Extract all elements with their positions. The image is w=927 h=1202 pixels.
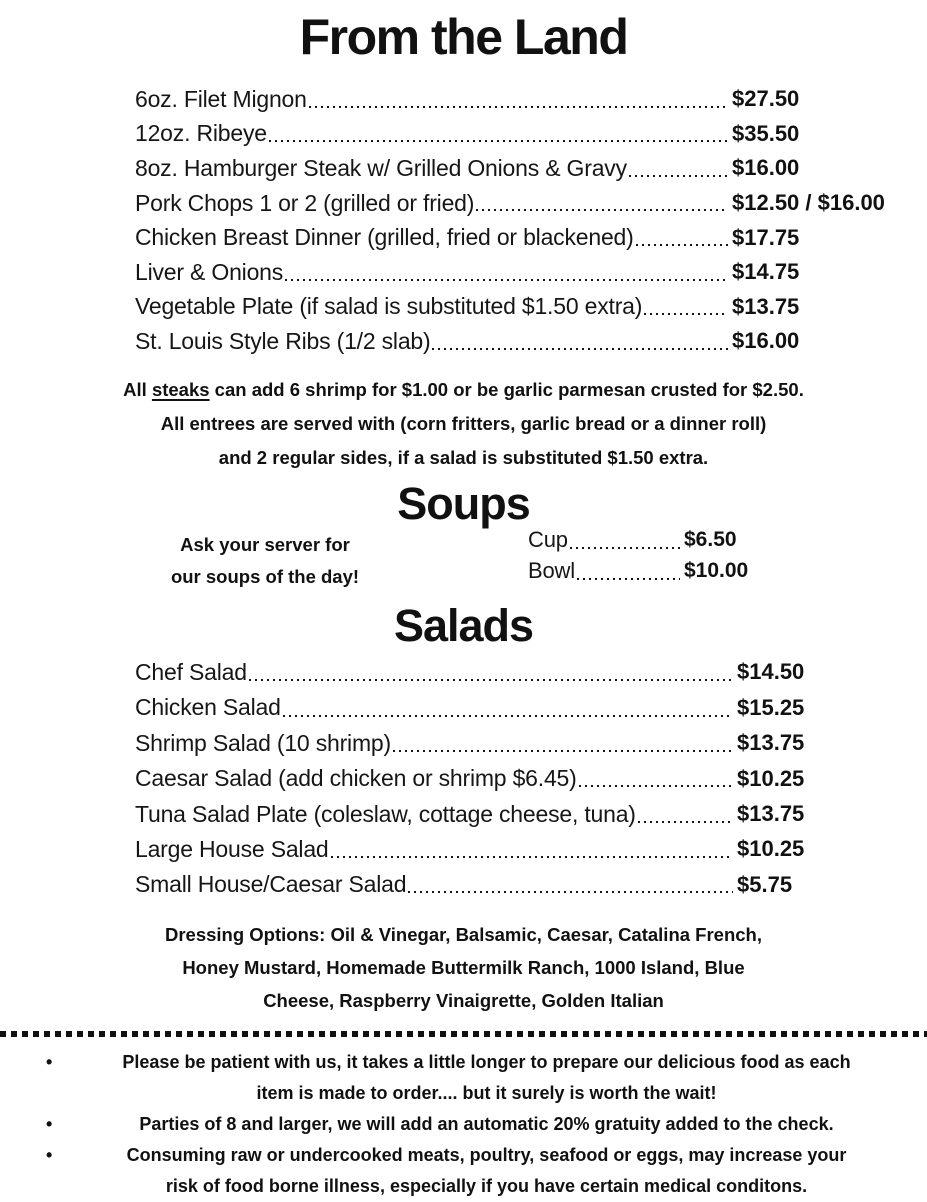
dressing-line-2: Honey Mustard, Homemade Buttermilk Ranch, 1000 Island, Blue bbox=[182, 957, 745, 979]
dot-leader bbox=[408, 891, 733, 893]
menu-item-row bbox=[528, 525, 760, 556]
item-price: $16.00 bbox=[732, 155, 800, 181]
menu-item-row bbox=[135, 324, 900, 359]
dot-leader bbox=[636, 244, 728, 246]
dot-leader bbox=[285, 279, 728, 281]
item-name: Chef Salad bbox=[135, 658, 247, 685]
section-title-from-the-land: From the Land bbox=[299, 9, 628, 65]
notice-text: Consuming raw or undercooked meats, poultry, seafood or eggs, may increase your risk of food borne illness, especially if you have certain medical conditons. bbox=[126, 1145, 847, 1197]
item-name: Liver & Onions bbox=[135, 258, 284, 285]
salads-item-list bbox=[135, 655, 905, 903]
item-name: Large House Salad bbox=[135, 835, 329, 862]
dot-leader bbox=[249, 679, 733, 681]
land-note-line-3: and 2 regular sides, if a salad is substituted $1.50 extra. bbox=[218, 446, 709, 468]
menu-item-row bbox=[135, 796, 905, 831]
dot-leader bbox=[269, 140, 728, 142]
item-name: Shrimp Salad (10 shrimp) bbox=[135, 729, 391, 756]
item-name: Small House/Caesar Salad bbox=[135, 871, 407, 898]
dot-leader bbox=[577, 578, 680, 580]
item-name: Tuna Salad Plate (coleslaw, cottage cheese, tuna) bbox=[135, 800, 636, 827]
item-price: $27.50 bbox=[732, 86, 800, 112]
soups-content bbox=[135, 525, 927, 593]
notice-gratuity bbox=[34, 1109, 893, 1140]
land-note-line-2: All entrees are served with (corn fritters, garlic bread or a dinner roll) bbox=[160, 412, 767, 434]
footer-notices bbox=[34, 1047, 893, 1202]
land-item-list bbox=[135, 82, 900, 359]
item-price: $6.50 bbox=[684, 528, 737, 552]
item-name: Chicken Salad bbox=[135, 694, 281, 721]
bullet-icon: • bbox=[46, 1052, 53, 1073]
item-name: 8oz. Hamburger Steak w/ Grilled Onions & Gravy bbox=[135, 154, 627, 181]
item-name: Pork Chops 1 or 2 (grilled or fried) bbox=[135, 189, 475, 216]
menu-item-row bbox=[135, 655, 905, 690]
menu-item-row bbox=[528, 556, 760, 587]
dot-leader bbox=[638, 821, 733, 823]
dot-leader bbox=[579, 785, 733, 787]
item-price: $15.25 bbox=[737, 694, 805, 720]
item-price: $14.75 bbox=[732, 259, 800, 285]
menu-item-row bbox=[135, 726, 905, 761]
notice-text: Parties of 8 and larger, we will add an automatic 20% gratuity added to the check. bbox=[139, 1114, 834, 1135]
item-price: $12.50 / $16.00 bbox=[732, 190, 885, 216]
menu-item-row bbox=[135, 832, 905, 867]
soups-note-line-2: our soups of the day! bbox=[170, 565, 360, 587]
land-note-line-1 bbox=[0, 373, 927, 407]
dotted-divider bbox=[0, 1031, 927, 1037]
dot-leader bbox=[432, 348, 728, 350]
dot-leader bbox=[283, 715, 733, 717]
section-title-soups: Soups bbox=[397, 477, 530, 529]
soups-note-line-1: Ask your server for bbox=[180, 533, 350, 555]
menu-item-row bbox=[135, 690, 905, 725]
item-name: Bowl bbox=[528, 558, 575, 584]
menu-item-row bbox=[135, 186, 900, 221]
dot-leader bbox=[476, 209, 728, 211]
item-name: 6oz. Filet Mignon bbox=[135, 85, 307, 112]
item-price: $17.75 bbox=[732, 224, 800, 250]
item-name: Chicken Breast Dinner (grilled, fried or blackened) bbox=[135, 224, 634, 251]
note-underlined-word: steaks bbox=[151, 378, 210, 400]
note-text: All bbox=[123, 378, 152, 400]
menu-item-row bbox=[135, 290, 900, 325]
dot-leader bbox=[393, 750, 733, 752]
menu-item-row bbox=[135, 255, 900, 290]
item-name: Cup bbox=[528, 527, 568, 553]
menu-item-row bbox=[135, 761, 905, 796]
soups-server-note bbox=[135, 525, 395, 593]
menu-item-row bbox=[135, 151, 900, 186]
menu-item-row bbox=[135, 117, 900, 152]
dressing-line-3: Cheese, Raspberry Vinaigrette, Golden Italian bbox=[263, 990, 664, 1012]
menu-item-row bbox=[135, 867, 905, 902]
notice-health-warning bbox=[34, 1140, 893, 1202]
note-text: can add 6 shrimp for $1.00 or be garlic parmesan crusted for $2.50. bbox=[209, 378, 804, 400]
notice-text: Please be patient with us, it takes a little longer to prepare our delicious food as each item is made to order.... but it surely is worth the wait! bbox=[122, 1052, 851, 1104]
item-price: $5.75 bbox=[737, 871, 793, 897]
item-price: $13.75 bbox=[737, 801, 805, 826]
dressing-options-note bbox=[0, 918, 927, 1017]
land-notes bbox=[0, 373, 927, 475]
dot-leader bbox=[570, 547, 680, 549]
menu-item-row bbox=[135, 220, 900, 255]
item-price: $10.00 bbox=[684, 559, 749, 583]
item-name: Vegetable Plate (if salad is substituted $1.50 extra) bbox=[135, 293, 643, 320]
item-price: $16.00 bbox=[732, 328, 800, 354]
item-price: $10.25 bbox=[737, 836, 805, 862]
item-name: Caesar Salad (add chicken or shrimp $6.45) bbox=[135, 765, 577, 792]
item-name: St. Louis Style Ribs (1/2 slab) bbox=[135, 327, 431, 354]
dot-leader bbox=[309, 106, 728, 108]
bullet-icon: • bbox=[46, 1145, 53, 1166]
item-price: $14.50 bbox=[737, 659, 805, 685]
dot-leader bbox=[629, 175, 728, 177]
item-name: 12oz. Ribeye bbox=[135, 120, 267, 147]
menu-item-row bbox=[135, 82, 900, 117]
section-title-salads: Salads bbox=[393, 599, 534, 651]
bullet-icon: • bbox=[46, 1114, 53, 1135]
dot-leader bbox=[331, 856, 733, 858]
dot-leader bbox=[644, 313, 728, 315]
dressing-line-1: Dressing Options: Oil & Vinegar, Balsamic, Caesar, Catalina French, bbox=[164, 924, 762, 946]
item-price: $13.75 bbox=[732, 293, 800, 319]
item-price: $35.50 bbox=[732, 120, 800, 146]
item-price: $10.25 bbox=[737, 765, 805, 791]
item-price: $13.75 bbox=[737, 730, 805, 756]
soups-item-list bbox=[528, 525, 760, 593]
notice-patience bbox=[34, 1047, 893, 1109]
